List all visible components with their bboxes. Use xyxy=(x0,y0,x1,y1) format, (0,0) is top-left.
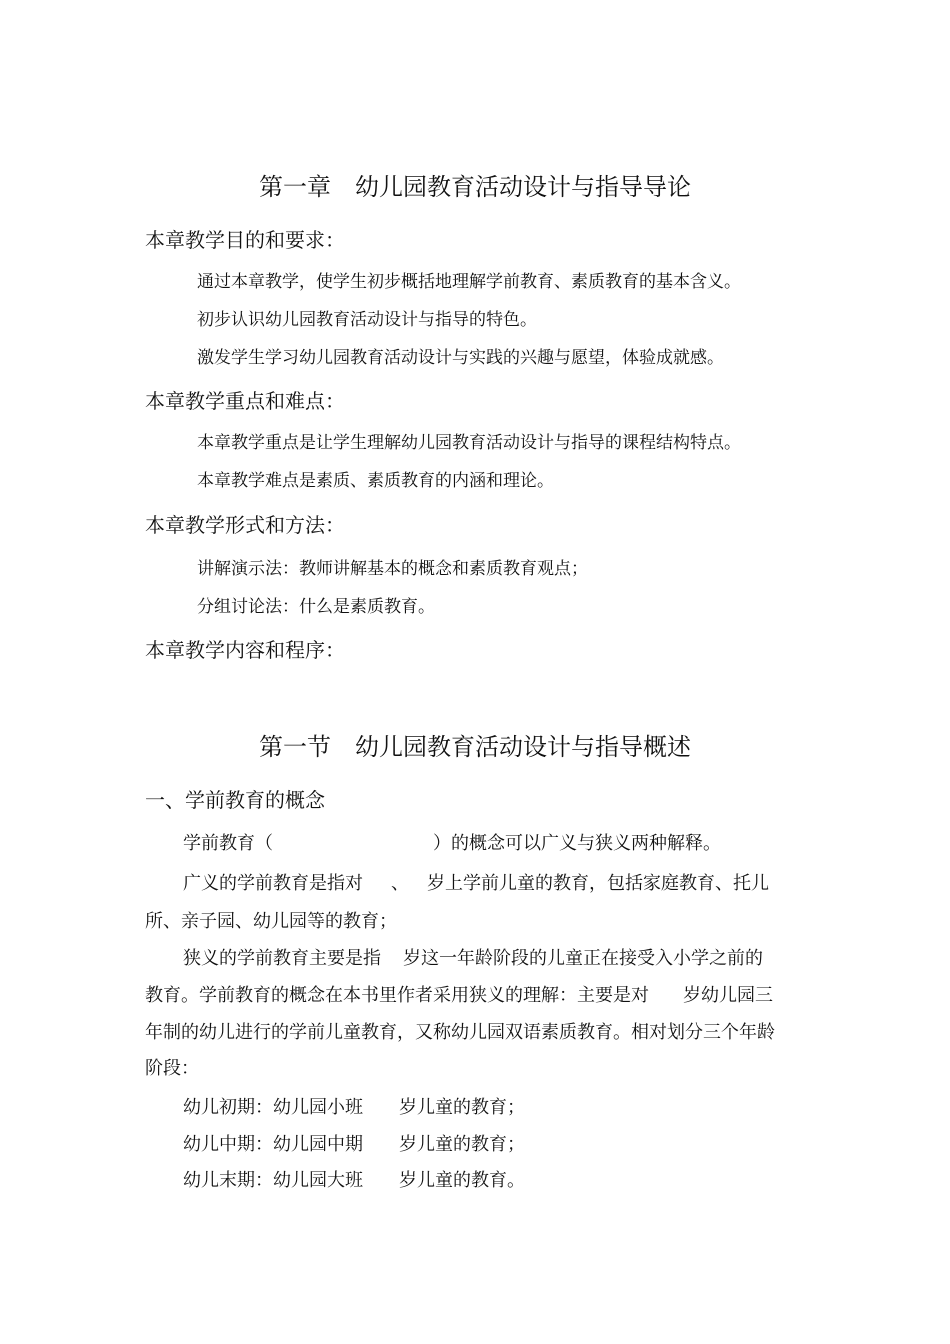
stage-suffix: 岁儿童的教育； xyxy=(399,1097,525,1118)
chapter-title: 第一章 幼儿园教育活动设计与指导导论 xyxy=(259,173,691,201)
objective-item: 激发学生学习幼儿园教育活动设计与实践的兴趣与愿望，体验成就感。 xyxy=(197,348,724,368)
body-text: 岁上学前儿童的教育，包括家庭教育、托儿 xyxy=(427,873,769,894)
body-text: 、 xyxy=(391,873,409,894)
objective-item: 初步认识幼儿园教育活动设计与指导的特色。 xyxy=(197,310,537,330)
body-text: 学前教育（ xyxy=(183,833,273,854)
key-points-heading: 本章教学重点和难点： xyxy=(145,389,345,413)
stage-line xyxy=(183,1130,525,1156)
section-title: 第一节 幼儿园教育活动设计与指导概述 xyxy=(259,733,691,761)
stage-line xyxy=(183,1166,525,1192)
body-line xyxy=(183,869,769,895)
body-line xyxy=(183,944,763,970)
stage-label: 幼儿中期：幼儿园中期 xyxy=(183,1134,363,1155)
body-text: 广义的学前教育是指对 xyxy=(183,873,363,894)
method-item: 讲解演示法：教师讲解基本的概念和素质教育观点； xyxy=(197,559,588,579)
body-text: 狭义的学前教育主要是指 xyxy=(183,948,381,969)
objective-item: 通过本章教学，使学生初步概括地理解学前教育、素质教育的基本含义。 xyxy=(197,272,741,292)
body-line: 年制的幼儿进行的学前儿童教育，又称幼儿园双语素质教育。相对划分三个年龄 xyxy=(145,1022,775,1043)
method-item: 分组讨论法：什么是素质教育。 xyxy=(197,597,435,617)
key-point-item: 本章教学重点是让学生理解幼儿园教育活动设计与指导的课程结构特点。 xyxy=(197,433,741,453)
body-line: 所、亲子园、幼儿园等的教育； xyxy=(145,911,397,932)
stage-suffix: 岁儿童的教育。 xyxy=(399,1170,525,1191)
stage-line xyxy=(183,1093,525,1119)
objectives-heading: 本章教学目的和要求： xyxy=(145,228,345,252)
subsection-title: 一、学前教育的概念 xyxy=(145,788,325,812)
body-text: 教育。学前教育的概念在本书里作者采用狭义的理解：主要是对 xyxy=(145,985,649,1006)
body-line xyxy=(183,829,721,855)
stage-label: 幼儿末期：幼儿园大班 xyxy=(183,1170,363,1191)
body-line xyxy=(145,981,773,1007)
key-point-item: 本章教学难点是素质、素质教育的内涵和理论。 xyxy=(197,471,554,491)
methods-heading: 本章教学形式和方法： xyxy=(145,513,345,537)
body-line: 阶段： xyxy=(145,1058,199,1079)
stage-label: 幼儿初期：幼儿园小班 xyxy=(183,1097,363,1118)
stage-suffix: 岁儿童的教育； xyxy=(399,1134,525,1155)
body-text: 岁这一年龄阶段的儿童正在接受入小学之前的 xyxy=(403,948,763,969)
body-text: 岁幼儿园三 xyxy=(683,985,773,1006)
body-text: ）的概念可以广义与狭义两种解释。 xyxy=(433,833,721,854)
content-heading: 本章教学内容和程序： xyxy=(145,638,345,662)
